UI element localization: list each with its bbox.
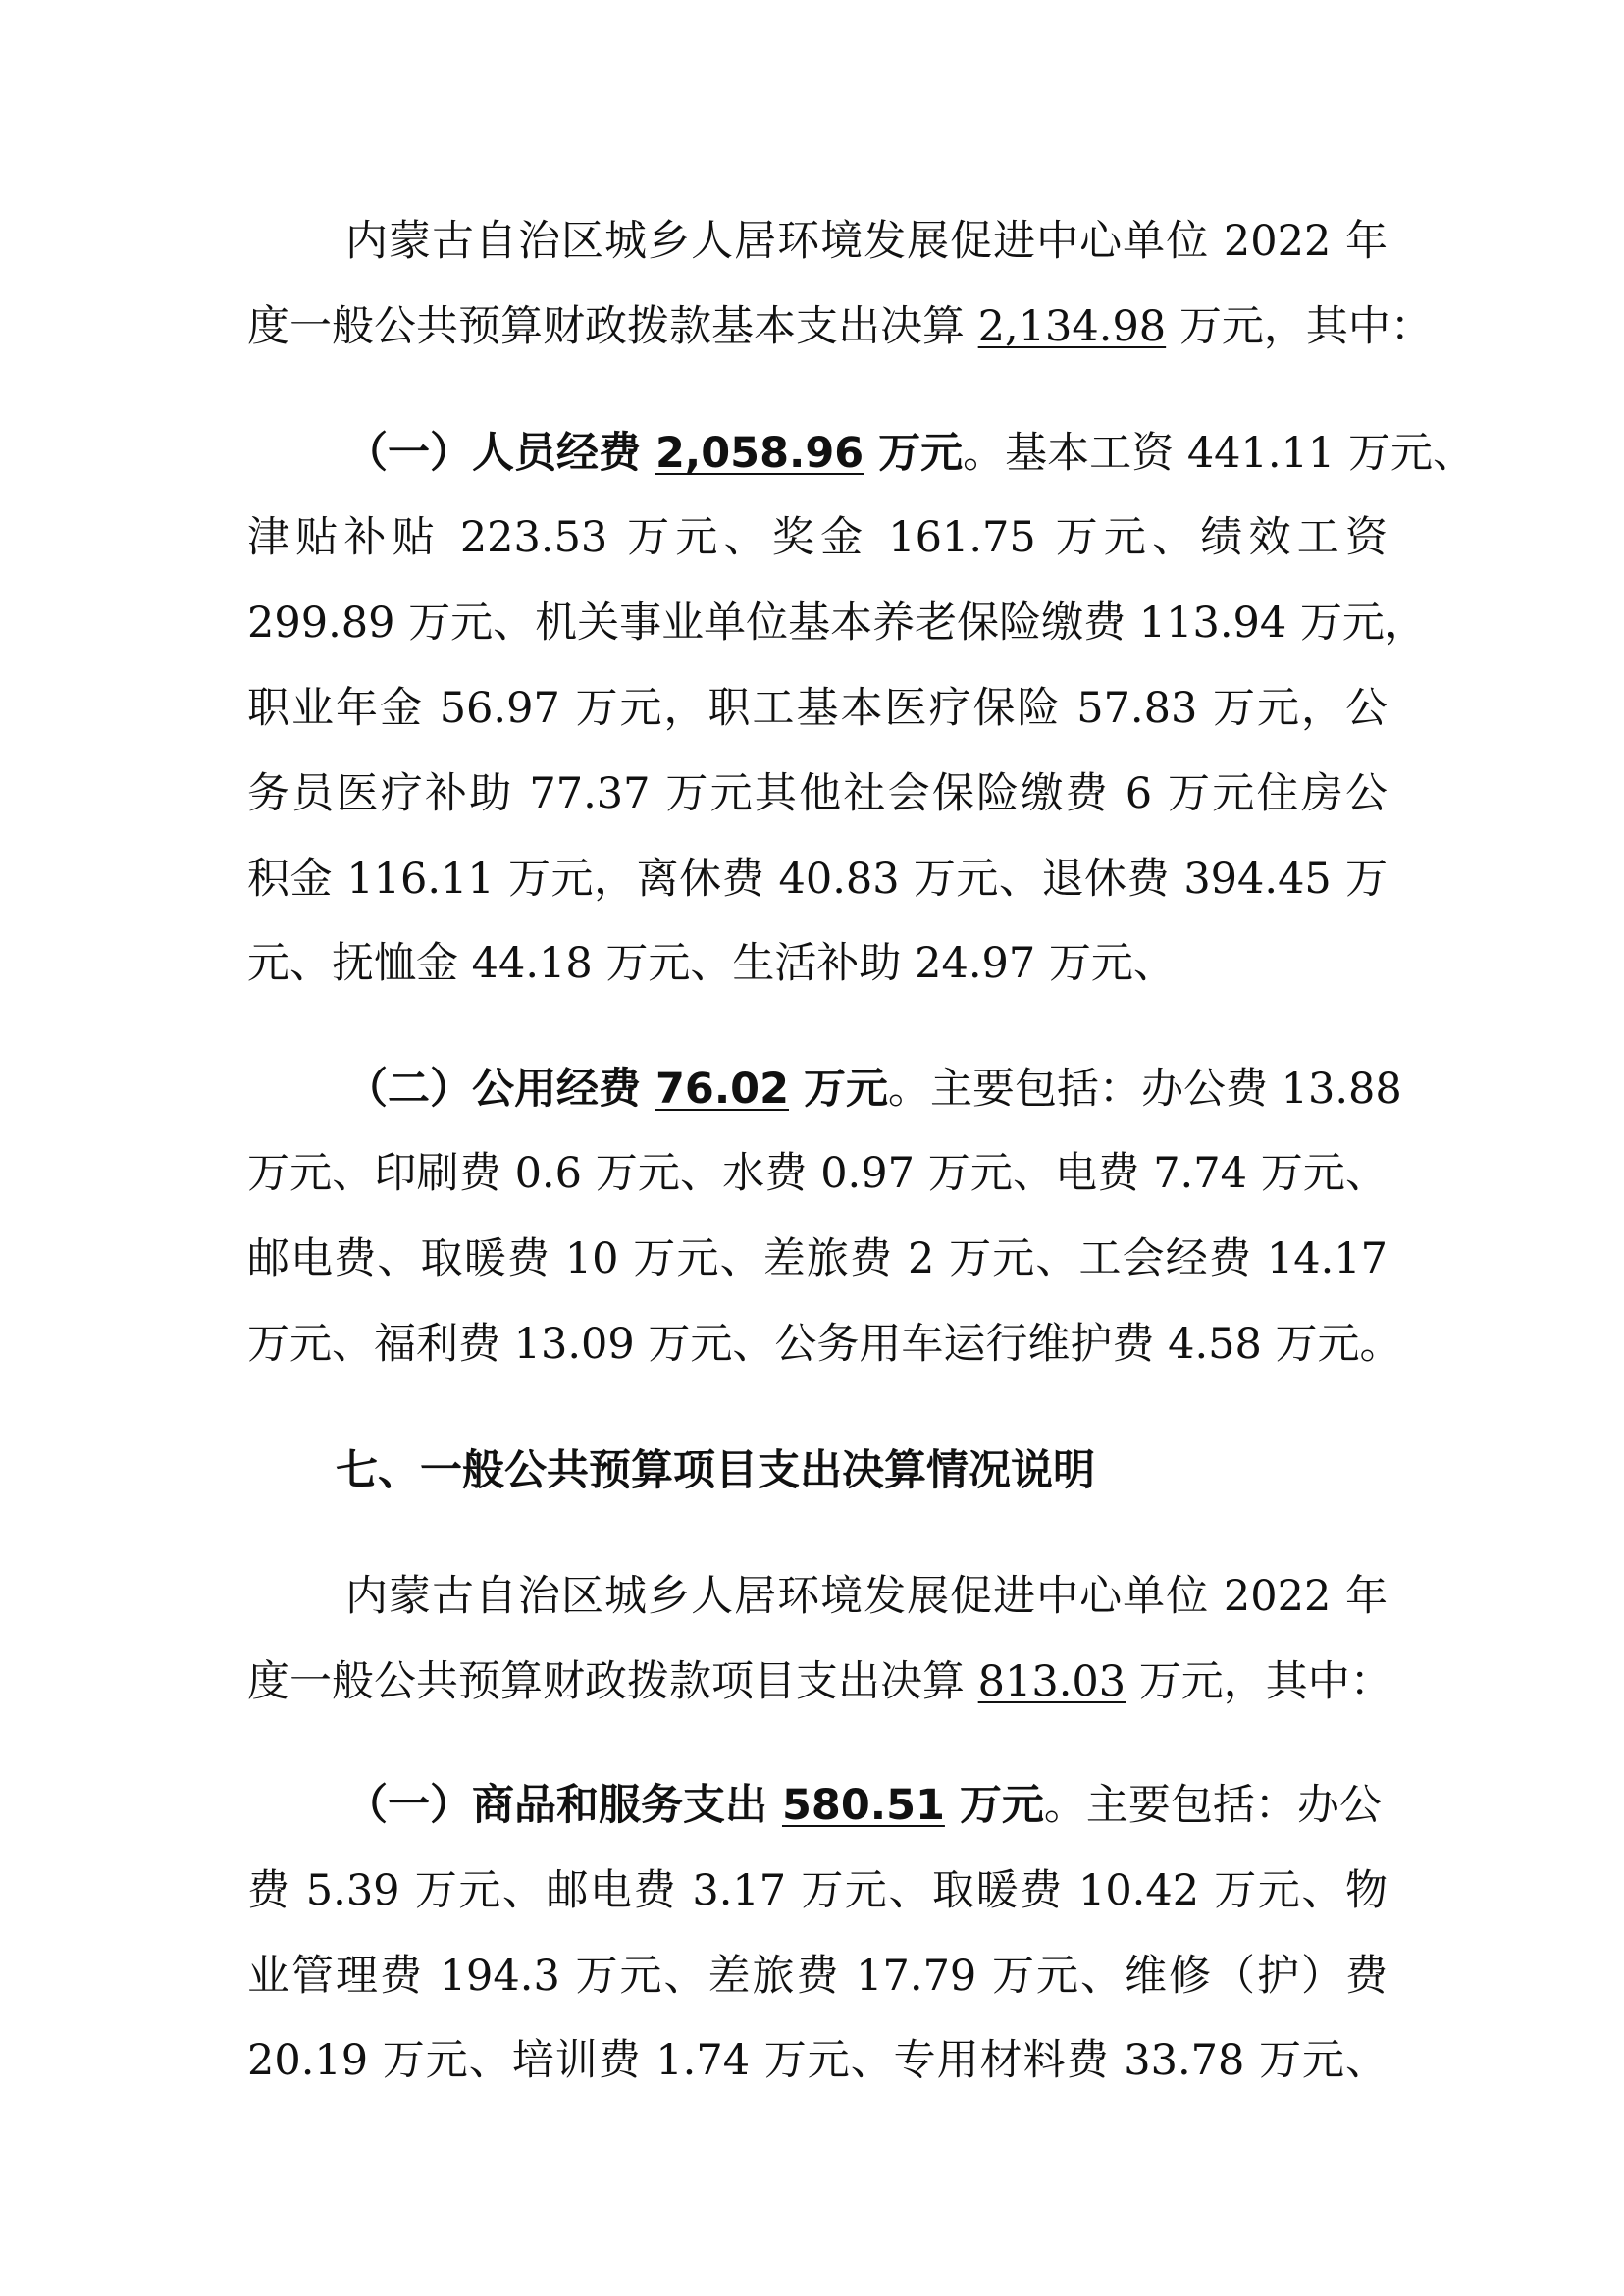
text-run: 度一般公共预算财政拨款项目支出决算 bbox=[247, 1657, 978, 1706]
item-unit: 万元 bbox=[789, 1065, 888, 1114]
text-run: 万元，其中： bbox=[1166, 302, 1433, 351]
text-run: 万元，其中： bbox=[1126, 1657, 1392, 1706]
paragraph-line bbox=[345, 422, 1475, 485]
paragraph-line: 万元、福利费 13.09 万元、公务用车运行维护费 4.58 万元。 bbox=[247, 1320, 1402, 1369]
public-expenses-amount: 76.02 bbox=[655, 1065, 789, 1114]
paragraph-line: 20.19 万元、培训费 1.74 万元、专用材料费 33.78 万元、 bbox=[247, 2036, 1388, 2085]
paragraph-line bbox=[247, 1650, 1392, 1713]
paragraph-line: 299.89 万元、机关事业单位基本养老保险缴费 113.94 万元， bbox=[247, 599, 1427, 648]
paragraph-line bbox=[247, 295, 1433, 358]
paragraph-line: 内蒙古自治区城乡人居环境发展促进中心单位 2022 年 bbox=[345, 217, 1388, 266]
goods-services-amount: 580.51 bbox=[781, 1781, 945, 1830]
item-unit: 万元 bbox=[944, 1781, 1044, 1830]
text-run: 。主要包括：办公费 13.88 bbox=[887, 1065, 1402, 1114]
project-expenditure-total: 813.03 bbox=[977, 1657, 1126, 1706]
paragraph-line: 费 5.39 万元、邮电费 3.17 万元、取暖费 10.42 万元、物 bbox=[247, 1866, 1388, 1915]
item-unit: 万元 bbox=[864, 429, 964, 478]
paragraph-line: 津贴补贴 223.53 万元、奖金 161.75 万元、绩效工资 bbox=[247, 513, 1388, 562]
personnel-expenses-amount: 2,058.96 bbox=[655, 429, 864, 478]
paragraph-line: 万元、印刷费 0.6 万元、水费 0.97 万元、电费 7.74 万元、 bbox=[247, 1149, 1388, 1198]
item-label: （二）公用经费 bbox=[345, 1065, 655, 1114]
paragraph-line: 元、抚恤金 44.18 万元、生活补助 24.97 万元、 bbox=[247, 939, 1176, 988]
text-run: 度一般公共预算财政拨款基本支出决算 bbox=[247, 302, 978, 351]
document-page bbox=[247, 0, 1475, 2296]
paragraph-line: 积金 116.11 万元，离休费 40.83 万元、退休费 394.45 万 bbox=[247, 855, 1388, 904]
text-run: 。主要包括：办公 bbox=[1043, 1781, 1382, 1830]
paragraph-line bbox=[345, 1058, 1402, 1121]
item-label: （一）商品和服务支出 bbox=[345, 1781, 782, 1830]
item-label: （一）人员经费 bbox=[345, 429, 655, 478]
paragraph-line: 内蒙古自治区城乡人居环境发展促进中心单位 2022 年 bbox=[345, 1572, 1388, 1621]
paragraph-line: 邮电费、取暖费 10 万元、差旅费 2 万元、工会经费 14.17 bbox=[247, 1234, 1388, 1283]
paragraph-line: 业管理费 194.3 万元、差旅费 17.79 万元、维修（护）费 bbox=[247, 1952, 1388, 2001]
paragraph-line: 务员医疗补助 77.37 万元其他社会保险缴费 6 万元住房公 bbox=[247, 769, 1388, 818]
section-heading: 七、一般公共预算项目支出决算情况说明 bbox=[336, 1446, 1095, 1495]
basic-expenditure-total: 2,134.98 bbox=[977, 302, 1167, 351]
text-run: 。基本工资 441.11 万元、 bbox=[963, 429, 1475, 478]
paragraph-line: 职业年金 56.97 万元，职工基本医疗保险 57.83 万元，公 bbox=[247, 684, 1388, 733]
paragraph-line bbox=[345, 1774, 1388, 1837]
